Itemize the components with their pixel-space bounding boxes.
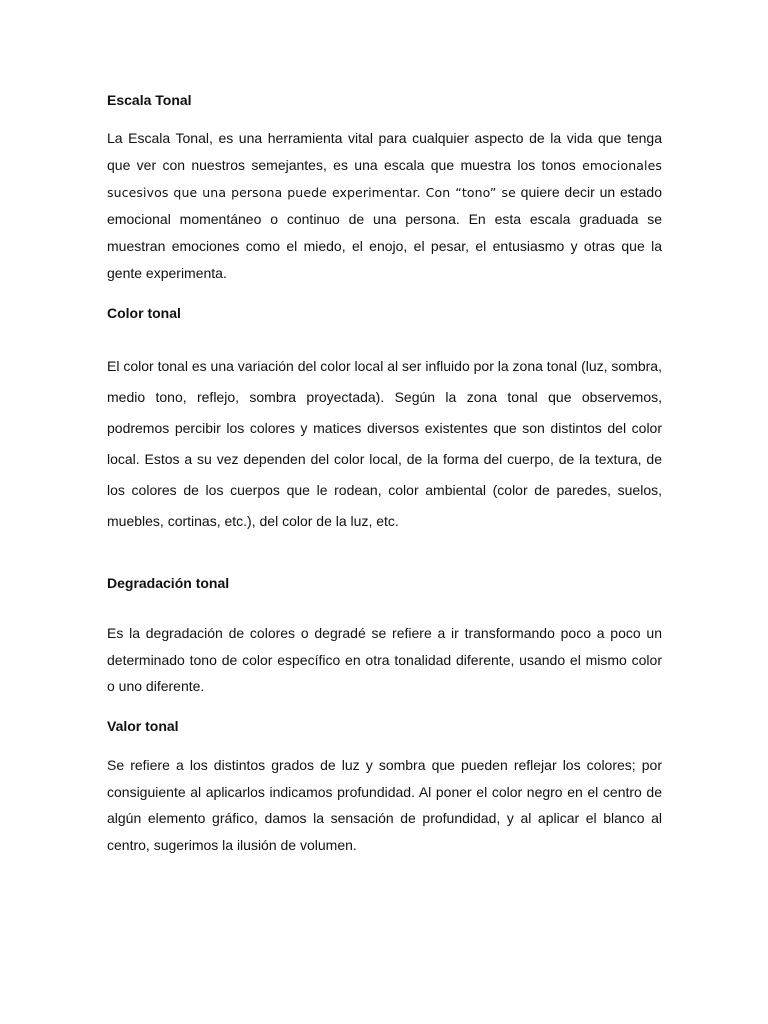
- paragraph-valor-tonal: Se refiere a los distintos grados de luz y sombra que pueden reflejar los colores; por consiguiente al aplicarlos indicamos profundidad. Al poner el color negro en el centro de algún elemento gráfico, damos la sensación de profundidad, y al aplicar el blanco al centro, sugerimos la ilusión de volumen.: [107, 757, 662, 853]
- heading-valor-tonal: Valor tonal: [107, 718, 179, 734]
- paragraph-color-tonal: El color tonal es una variación del color local al ser influido por la zona tonal (luz, sombra, medio tono, reflejo, sombra proyectada). Según la zona tonal que observemos, podremos percibir los colores y matices diversos existentes que son distintos del color local. Estos a su vez dependen del color local, de la forma del cuerpo, de la textura, de los colores de los cuerpos que le rodean, color ambiental (color de paredes, suelos, muebles, cortinas, etc.), del color de la luz, etc.: [107, 358, 662, 529]
- heading-escala-tonal: Escala Tonal: [107, 92, 192, 108]
- heading-degradacion-tonal: Degradación tonal: [107, 575, 230, 591]
- paragraph-escala-tonal-part3: quiere decir un estado emocional momentáneo o continuo de una persona. En esta escala graduada se muestran emociones como el miedo, el enojo, el pesar, el entusiasmo y otras que la gente experimenta.: [107, 184, 662, 281]
- paragraph-escala-tonal-part1: La Escala Tonal, es una herramienta vital para cualquier aspecto de la vida que tenga que ver con nuestros semejantes, es una escala que muestra los tonos: [107, 130, 662, 173]
- heading-color-tonal: Color tonal: [107, 305, 181, 321]
- paragraph-escala-tonal-part2: emocionales sucesivos que una persona puede experimentar. Con “tono” se: [107, 158, 662, 200]
- paragraph-degradacion-tonal: Es la degradación de colores o degradé se refiere a ir transformando poco a poco un determinado tono de color específico en otra tonalidad diferente, usando el mismo color o uno diferente.: [107, 625, 662, 694]
- paragraph-escala-tonal: [107, 125, 662, 287]
